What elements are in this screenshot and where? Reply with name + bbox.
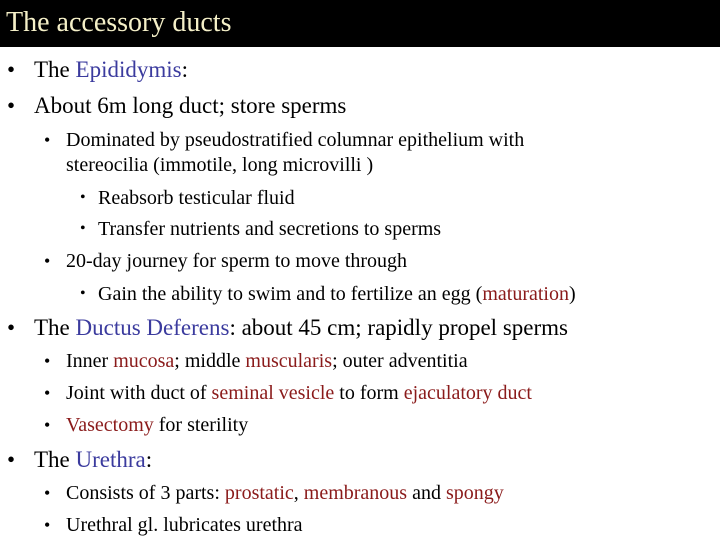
text-run: Urethral gl. lubricates urethra <box>66 514 303 536</box>
text-run: 20-day journey for sperm to move through <box>66 250 408 272</box>
bullet-marker: • <box>7 57 16 82</box>
bullet-line-continued <box>66 153 373 177</box>
term-highlight: prostatic <box>224 482 294 504</box>
text-run: : about 45 cm; rapidly propel sperms <box>229 315 568 340</box>
term-highlight: Ductus Deferens <box>75 315 230 340</box>
bullet-line <box>66 349 468 373</box>
slide-title: The accessory ducts <box>6 7 232 38</box>
bullet-marker: • <box>44 383 51 403</box>
bullet-marker: • <box>44 130 51 150</box>
term-highlight: Urethra <box>75 447 146 472</box>
bullet-marker: • <box>80 285 86 302</box>
bullet-line <box>98 282 576 306</box>
bullet-line <box>66 381 532 405</box>
bullet-line <box>98 186 295 210</box>
bullet-marker: • <box>44 515 51 535</box>
text-run: The <box>34 447 76 472</box>
bullet-marker: • <box>7 315 16 340</box>
text-run: stereocilia (immotile, long microvilli ) <box>66 154 374 176</box>
term-highlight: Epididymis <box>75 57 182 82</box>
text-run: ) <box>568 283 576 305</box>
text-run: : <box>181 57 188 82</box>
text-run: ; outer adventitia <box>332 350 468 372</box>
bullet-marker: • <box>44 483 51 503</box>
bullet-line <box>34 92 346 120</box>
text-run: The <box>34 315 76 340</box>
term-highlight: ejaculatory duct <box>403 382 532 404</box>
bullet-marker: • <box>80 189 86 206</box>
bullet-marker: • <box>44 251 51 271</box>
bullet-marker: • <box>44 351 51 371</box>
text-run: : <box>145 447 153 472</box>
text-run: Joint with duct of <box>66 382 212 404</box>
text-run: Inner <box>66 350 114 372</box>
text-run: to form <box>334 382 404 404</box>
text-run: and <box>407 482 446 504</box>
text-run: , <box>293 482 304 504</box>
bullet-marker: • <box>44 415 51 435</box>
bullet-line <box>66 513 303 537</box>
text-run: for sterility <box>153 414 249 436</box>
title-bar <box>0 0 720 47</box>
text-run: The <box>34 57 76 82</box>
bullet-line <box>34 446 152 474</box>
bullet-marker: • <box>80 220 86 237</box>
bullet-marker: • <box>7 93 16 118</box>
term-highlight: mucosa <box>113 350 175 372</box>
text-run: Transfer nutrients and secretions to sperms <box>98 218 442 240</box>
text-run: About 6m long duct; store sperms <box>34 93 347 118</box>
text-run: Dominated by pseudostratified columnar epithelium with <box>66 129 525 151</box>
bullet-line <box>66 249 407 273</box>
bullet-line <box>34 314 568 342</box>
text-run: ; middle <box>174 350 246 372</box>
term-highlight: spongy <box>445 482 504 504</box>
term-highlight: Vasectomy <box>66 414 154 436</box>
bullet-line <box>66 481 504 505</box>
term-highlight: muscularis <box>245 350 333 372</box>
text-run: Gain the ability to swim and to fertilize an egg ( <box>98 283 483 305</box>
term-highlight: maturation <box>482 283 569 305</box>
bullet-line <box>34 56 188 84</box>
bullet-line <box>98 217 441 241</box>
bullet-marker: • <box>7 447 16 472</box>
bullet-line <box>66 413 248 437</box>
term-highlight: seminal vesicle <box>211 382 335 404</box>
bullet-line <box>66 128 524 152</box>
text-run: Reabsorb testicular fluid <box>98 187 295 209</box>
text-run: Consists of 3 parts: <box>66 482 225 504</box>
term-highlight: membranous <box>303 482 408 504</box>
